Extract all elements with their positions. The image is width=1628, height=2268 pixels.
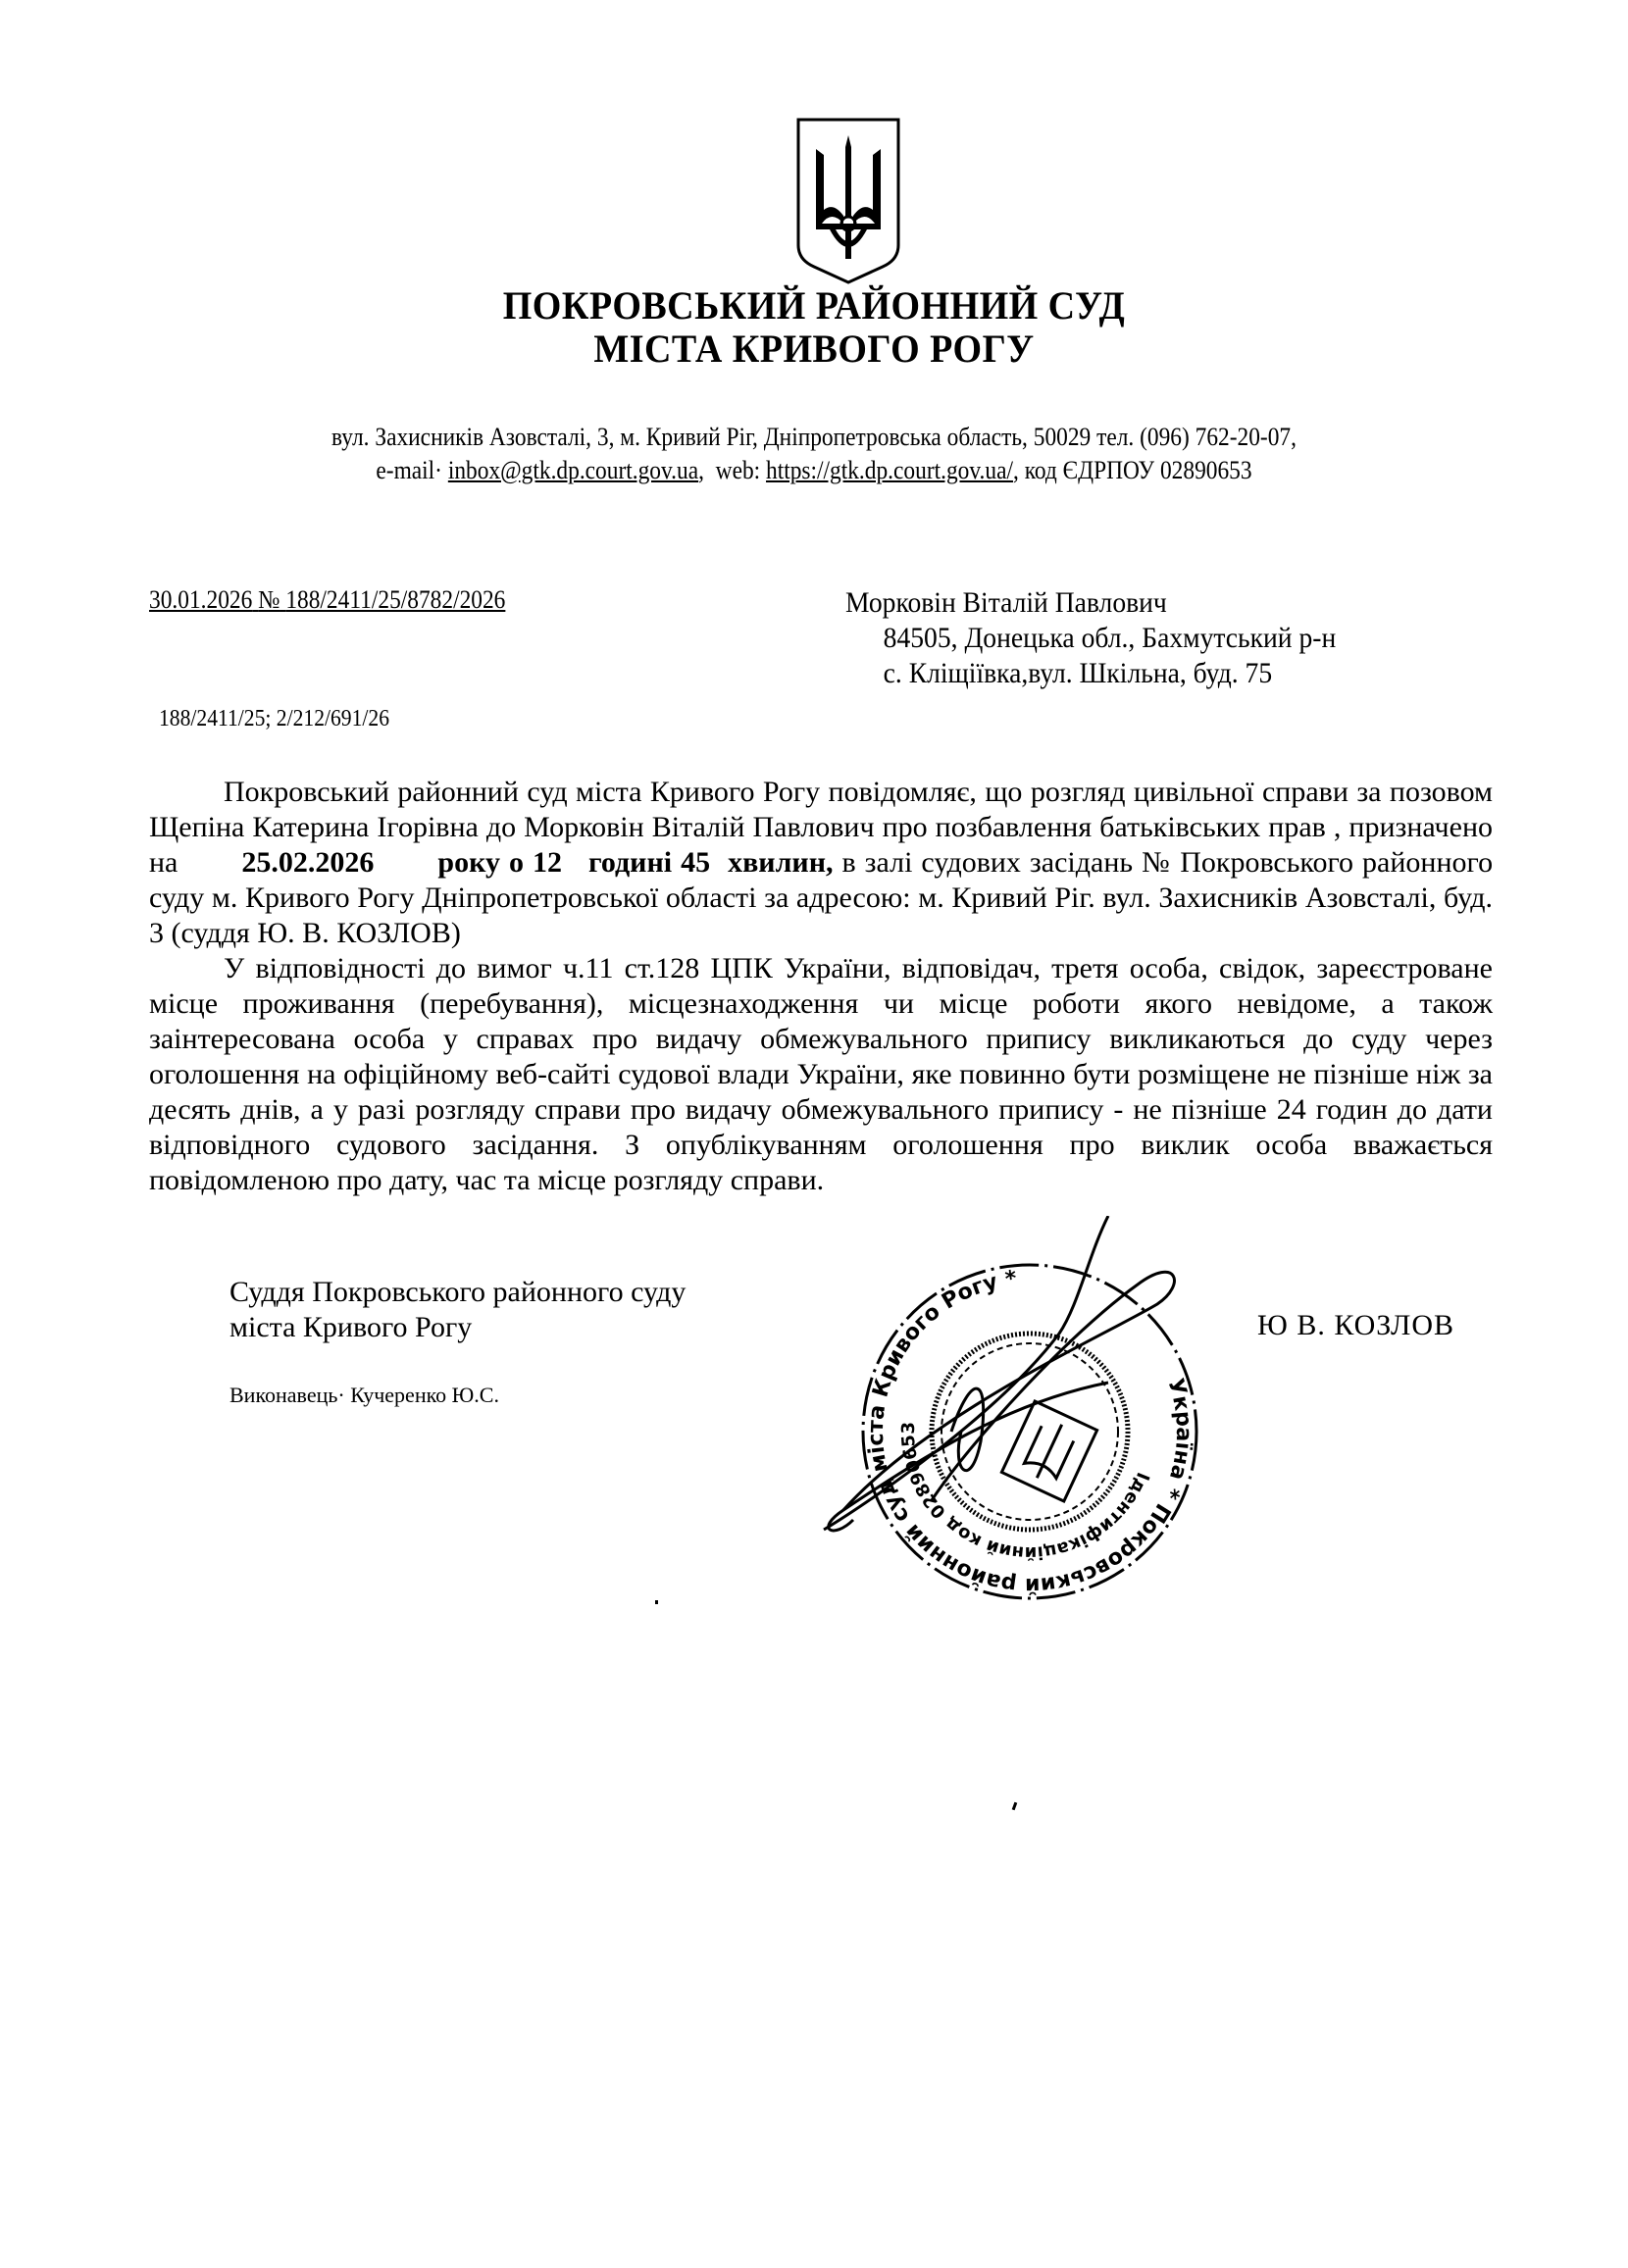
court-seal-stamp [814,1216,1246,1608]
seal-inner-text: Ідентифікаційний код 02890653 [897,1421,1153,1564]
seal-center-emblem-icon [1001,1401,1096,1501]
court-name-line2: МІСТА КРИВОГО РОГУ [593,327,1035,371]
website-link[interactable]: https://gtk.dp.court.gov.ua/ [766,456,1013,484]
ukraine-coat-of-arms-icon [794,108,902,284]
number-sign: № [258,585,280,614]
court-name-line1: ПОКРОВСЬКИЙ РАЙОННИЙ СУД [502,283,1126,328]
addressee-block [845,585,1336,691]
outgoing-reference [149,585,505,615]
hearing-year-hour: року о 12 [437,846,562,879]
court-address: вул. Захисників Азовсталі, 3, м. Кривий Ріг, Дніпропетровська область, 50029 тел. (096) 762-20-07, [331,423,1297,451]
addressee-name: Морковін Віталій Павлович [845,586,1167,619]
scan-artifact [1012,1802,1018,1811]
executor-name: Виконавець· Кучеренко Ю.С. [229,1383,499,1407]
letter-number: 188/2411/25/8782/2026 [285,585,506,614]
judge-name: Ю В. КОЗЛОВ [1257,1309,1455,1341]
hearing-minutes: хвилин, [728,846,834,879]
hearing-hours: годині 45 [587,846,711,879]
addressee-address-line2: с. Кліщіївка,вул. Шкільна, буд. 75 [883,657,1273,689]
judge-position-line1: Суддя Покровського районного суду [229,1276,687,1308]
email-link[interactable]: inbox@gtk.dp.court.gov.ua [447,456,699,484]
judge-position [229,1275,686,1345]
addressee-address-line1: 84505, Донецька обл., Бахмутський р-н [883,622,1337,654]
edrpou-code: код ЄДРПОУ 02890653 [1024,456,1252,484]
seal-outer-text: Україна * Покровський районний суд міста Кривого Рогу * [863,1266,1196,1598]
judge-position-line2: міста Кривого Рогу [229,1311,473,1343]
email-label: e-mail· [376,456,442,484]
case-numbers: 188/2411/25; 2/212/691/26 [159,706,390,731]
letter-body [149,775,1493,1198]
paragraph-hearing-notice [149,775,1493,951]
web-label: web: [715,456,761,484]
court-contacts: e-mail· inbox@gtk.dp.court.gov.ua, web: https://gtk.dp.court.gov.ua/, код ЄДРПОУ 02890653 [376,456,1252,484]
paragraph-legal-basis: У відповідності до вимог ч.11 ст.128 ЦПК України, відповідач, третя особа, свідок, зареєстроване місце проживання (перебування), місцезнаходження чи місце роботи якого невідоме, а також заінтересована особа у справах про видачу обмежувального припису викликаються до суду через оголошення на офіційному веб-сайті судової влади України, яке повинно бути розміщене не пізніше ніж за десять днів, а у разі розгляду справи про видачу обмежувального припису - не пізніше 24 годин до дати відповідного судового засідання. З опублікуванням оголошення про виклик особа вважається повідомленою про дату, час та місце розгляду справи. [149,952,1493,1196]
scan-artifact [655,1600,658,1604]
hearing-date: 25.02.2026 [241,846,375,879]
notice-text-end: в залі судових засідань № Покровського районного суду м. Кривого Рогу Дніпропетровської області за адресою: м. Кривий Ріг. вул. Захисників Азовсталі, буд. 3 (суддя Ю. В. КОЗЛОВ) [149,846,1494,949]
notice-text-start: Покровський районний суд міста Кривого Рогу повідомляє, що розгляд цивільної справи за позовом Щепіна Катерина Ігорівна до Морковін Віталій Павлович про позбавлення батьківських прав , призначено на [149,776,1493,879]
letter-date: 30.01.2026 [149,585,253,614]
